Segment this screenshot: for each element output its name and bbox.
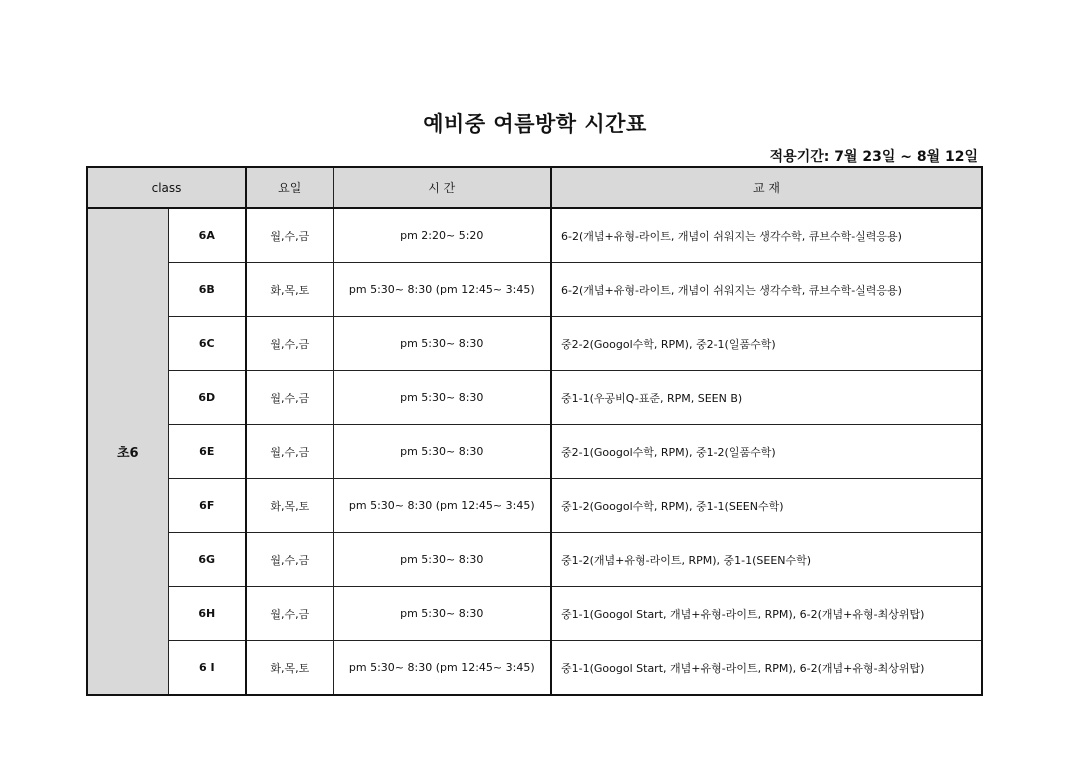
period-label: 적용기간: 7월 23일 ~ 8월 12일	[769, 149, 978, 165]
table-row	[87, 587, 982, 641]
table-row	[87, 425, 982, 479]
day-cell: 화,목,토	[246, 641, 333, 696]
table-row	[87, 317, 982, 371]
header-material: 교 재	[551, 167, 982, 208]
grade-cell: 초6	[87, 208, 168, 695]
time-cell: pm 5:30~ 8:30 (pm 12:45~ 3:45)	[333, 641, 551, 696]
class-cell: 6B	[168, 263, 246, 317]
table-row	[87, 479, 982, 533]
day-cell: 월,수,금	[246, 317, 333, 371]
material-cell: 중1-2(Googol수학, RPM), 중1-1(SEEN수학)	[551, 479, 982, 533]
header-class: class	[87, 167, 246, 208]
time-cell: pm 5:30~ 8:30	[333, 317, 551, 371]
class-cell: 6H	[168, 587, 246, 641]
table-row	[87, 263, 982, 317]
timetable	[86, 166, 983, 696]
class-cell: 6C	[168, 317, 246, 371]
table-header-row	[87, 167, 982, 208]
table-row	[87, 641, 982, 696]
material-cell: 중1-1(우공비Q-표준, RPM, SEEN B)	[551, 371, 982, 425]
class-cell: 6A	[168, 208, 246, 263]
header-time: 시 간	[333, 167, 551, 208]
table-row	[87, 371, 982, 425]
material-cell: 중1-2(개념+유형-라이트, RPM), 중1-1(SEEN수학)	[551, 533, 982, 587]
time-cell: pm 2:20~ 5:20	[333, 208, 551, 263]
day-cell: 월,수,금	[246, 533, 333, 587]
page-title: 예비중 여름방학 시간표	[423, 112, 647, 136]
class-cell: 6E	[168, 425, 246, 479]
time-cell: pm 5:30~ 8:30 (pm 12:45~ 3:45)	[333, 263, 551, 317]
time-cell: pm 5:30~ 8:30 (pm 12:45~ 3:45)	[333, 479, 551, 533]
day-cell: 월,수,금	[246, 208, 333, 263]
day-cell: 월,수,금	[246, 425, 333, 479]
table-row	[87, 533, 982, 587]
class-cell: 6D	[168, 371, 246, 425]
material-cell: 중1-1(Googol Start, 개념+유형-라이트, RPM), 6-2(개념+유형-최상위탑)	[551, 641, 982, 696]
table-row	[87, 208, 982, 263]
class-cell: 6F	[168, 479, 246, 533]
material-cell: 6-2(개념+유형-라이트, 개념이 쉬워지는 생각수학, 큐브수학-실력응용)	[551, 208, 982, 263]
class-cell: 6 I	[168, 641, 246, 696]
time-cell: pm 5:30~ 8:30	[333, 587, 551, 641]
time-cell: pm 5:30~ 8:30	[333, 425, 551, 479]
material-cell: 중1-1(Googol Start, 개념+유형-라이트, RPM), 6-2(개념+유형-최상위탑)	[551, 587, 982, 641]
time-cell: pm 5:30~ 8:30	[333, 371, 551, 425]
day-cell: 월,수,금	[246, 371, 333, 425]
day-cell: 화,목,토	[246, 263, 333, 317]
material-cell: 중2-1(Googol수학, RPM), 중1-2(일품수학)	[551, 425, 982, 479]
class-cell: 6G	[168, 533, 246, 587]
material-cell: 중2-2(Googol수학, RPM), 중2-1(일품수학)	[551, 317, 982, 371]
day-cell: 화,목,토	[246, 479, 333, 533]
day-cell: 월,수,금	[246, 587, 333, 641]
material-cell: 6-2(개념+유형-라이트, 개념이 쉬워지는 생각수학, 큐브수학-실력응용)	[551, 263, 982, 317]
time-cell: pm 5:30~ 8:30	[333, 533, 551, 587]
header-day: 요일	[246, 167, 333, 208]
